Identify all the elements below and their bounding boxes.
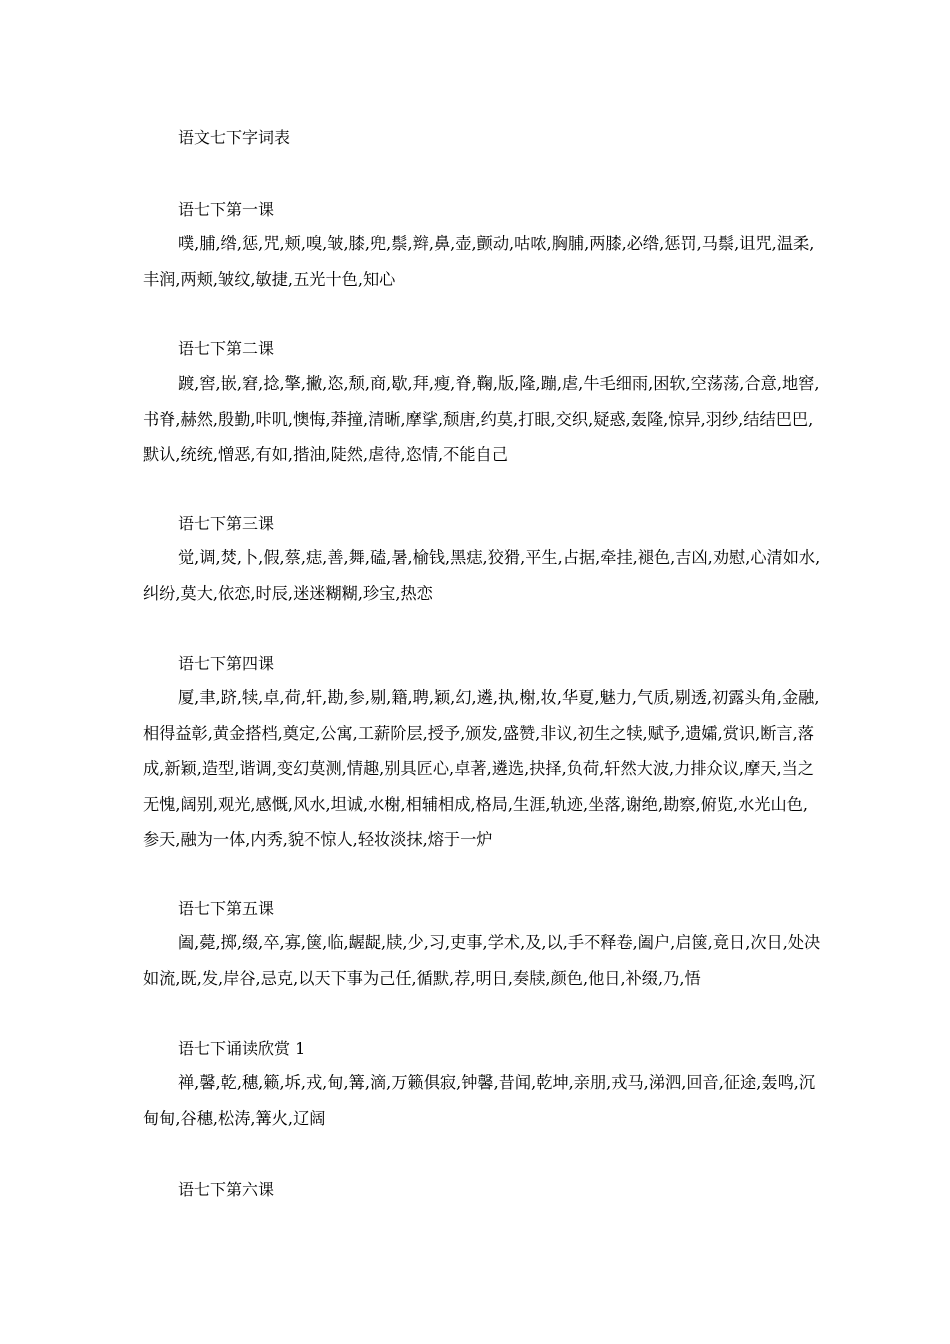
reading-appreciation-1-words: 禅,馨,乾,穗,籁,坼,戎,甸,篝,滴,万籁俱寂,钟馨,昔闻,乾坤,亲朋,戎马,涕泗,回音,征途,轰鸣,沉甸甸,谷穗,松涛,篝火,辽阔 xyxy=(143,1073,816,1128)
lesson-4-heading: 语七下第四课 xyxy=(178,654,275,673)
lesson-2-heading: 语七下第二课 xyxy=(178,339,275,358)
lesson-6-heading: 语七下第六课 xyxy=(178,1180,275,1199)
document-title: 语文七下字词表 xyxy=(178,128,291,147)
lesson-3-heading: 语七下第三课 xyxy=(178,514,275,533)
reading-appreciation-1-heading: 语七下诵读欣赏 1 xyxy=(178,1039,306,1058)
lesson-3-words: 觉,调,焚,卜,假,蔡,痣,善,舞,磕,暑,榆钱,黑痣,狡猾,平生,占据,牵挂,褪色,吉凶,劝慰,心清如水,纠纷,莫大,依恋,时辰,迷迷糊糊,珍宝,热恋 xyxy=(143,548,821,603)
lesson-5-heading: 语七下第五课 xyxy=(178,899,275,918)
lesson-1-words: 噗,脯,绺,惩,咒,颊,嗅,皱,膝,兜,鬃,辫,鼻,壶,颤动,咕哝,胸脯,两膝,必绺,惩罚,马鬃,诅咒,温柔,丰润,两颊,皱纹,敏捷,五光十色,知心 xyxy=(143,234,815,289)
lesson-4-words: 厦,聿,跻,犊,卓,荷,轩,勘,参,剔,籍,聘,颖,幻,遴,执,榭,妆,华夏,魅力,气质,剔透,初露头角,金融,相得益彰,黄金搭档,奠定,公寓,工薪阶层,授予,颁发,盛赞,非议,初生之犊,赋予,遗孀,赏识,断言,落成,新颖,造型,谐调,变幻莫测,情趣,别具匠心,卓著,遴选,抉择,负荷,轩然大波,力排众议,摩天,当之无愧,阔别,观光,感慨,风水,坦诚,水榭,相辅相成,格局,生涯,轨迹,坐落,谢绝,勘察,俯览,水光山色,参天,融为一体,内秀,貌不惊人,轻妆淡抹,熔于一炉 xyxy=(143,688,820,849)
lesson-5-words: 阖,薨,掷,缀,卒,寡,箧,临,龌龊,牍,少,习,吏事,学术,及,以,手不释卷,阖户,启箧,竟日,次日,处决如流,既,发,岸谷,忌克,以天下事为己任,循默,荐,明日,奏牍,颜色,他日,补缀,乃,悟 xyxy=(143,933,821,988)
lesson-1-heading: 语七下第一课 xyxy=(178,200,275,219)
lesson-2-words: 踱,窖,嵌,窘,捻,擎,撇,恣,颓,商,歇,拜,瘦,脊,鞠,版,隆,蹦,虐,牛毛细雨,困软,空荡荡,合意,地窖,书脊,赫然,殷勤,咔叽,懊悔,莽撞,清晰,摩挲,颓唐,约莫,打眼,交织,疑惑,轰隆,惊异,羽纱,结结巴巴,默认,统统,憎恶,有如,揩油,陡然,虐待,恣情,不能自己 xyxy=(143,374,820,464)
